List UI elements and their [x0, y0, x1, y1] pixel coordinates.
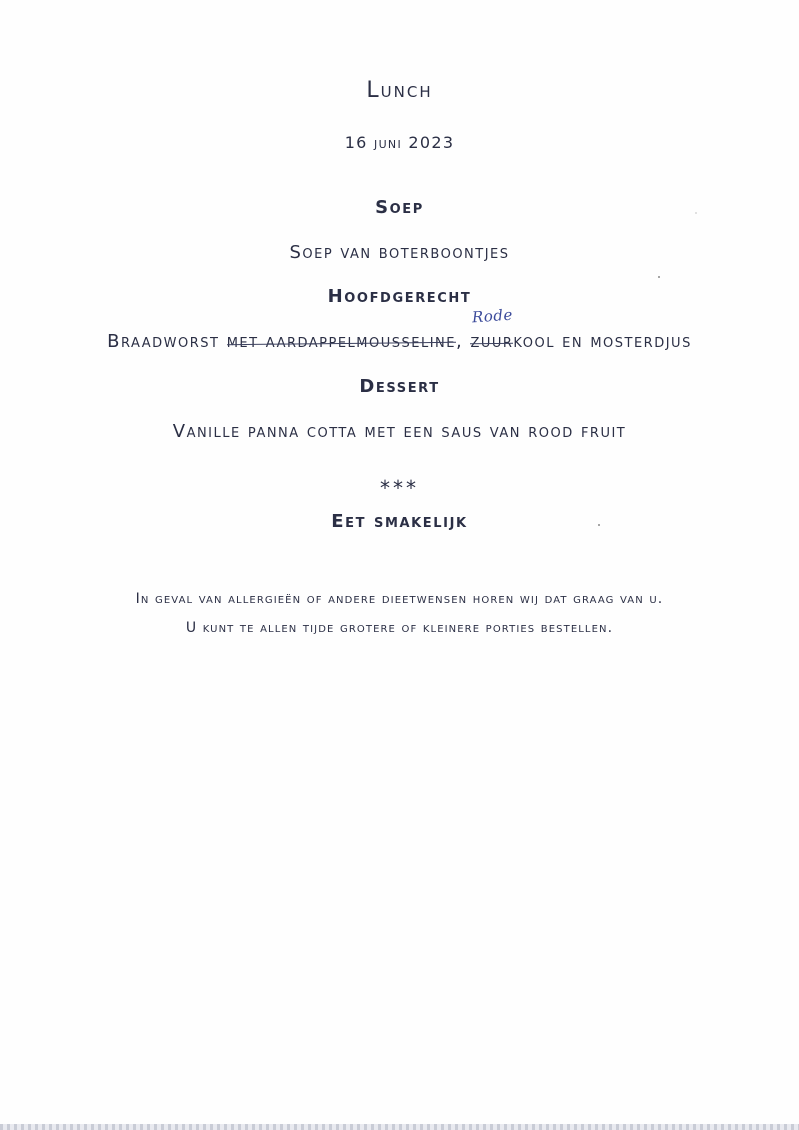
scan-speck: [598, 524, 600, 526]
scan-bottom-edge: [0, 1124, 799, 1130]
menu-title: Lunch: [366, 78, 433, 103]
dish-text-before: Braadworst: [107, 331, 227, 352]
dish-text-comma: ,: [456, 331, 471, 352]
scan-speck: [695, 212, 697, 214]
struck-out-text-zuur: zuur: [470, 331, 514, 352]
portion-note: U kunt te allen tijde grotere of kleinere porties bestellen.: [185, 620, 614, 636]
struck-out-text: met aardappelmousseline: [226, 331, 456, 352]
handwritten-correction: [470, 305, 514, 352]
course-heading-dessert: Dessert: [359, 376, 440, 397]
menu-date: 16 juni 2023: [344, 133, 455, 152]
closing-text: Eet smakelijk: [331, 511, 468, 532]
allergy-note: In geval van allergieën of andere dieetwensen horen wij dat graag van u.: [135, 591, 664, 607]
course-dish-dessert: Vanille panna cotta met een saus van rood fruit: [172, 421, 627, 442]
handwritten-insertion: Rode: [471, 305, 514, 327]
course-heading-soep: Soep: [375, 197, 424, 218]
course-dish-soep: Soep van boterboontjes: [289, 242, 510, 263]
dish-text-after: kool en mosterdjus: [513, 331, 692, 352]
course-heading-hoofdgerecht: Hoofdgerecht: [327, 286, 472, 307]
course-dish-hoofdgerecht: [0, 305, 799, 352]
separator-stars: ***: [380, 476, 419, 500]
scan-speck: [658, 276, 660, 278]
